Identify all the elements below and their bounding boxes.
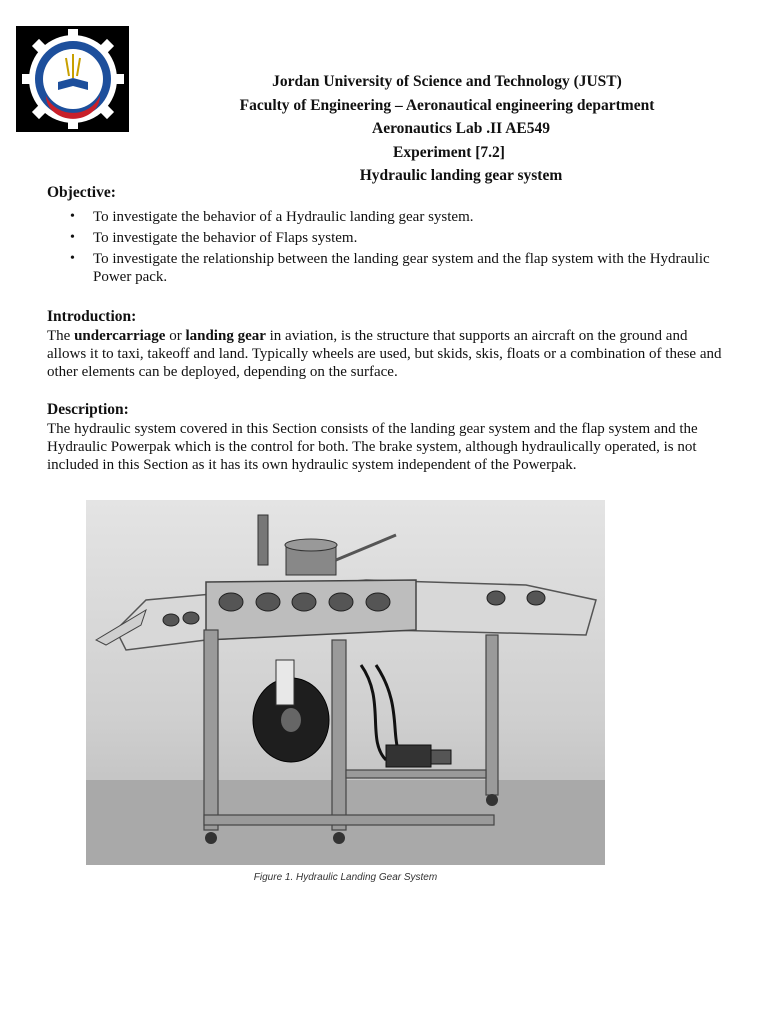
intro-text: The [47, 328, 75, 344]
experiment-number: Experiment [7.2] [393, 143, 505, 161]
description-paragraph: The hydraulic system covered in this Section consists of the landing gear system and the flap system and the Hydraulic Powerpak which is the control for both. The brake system, although hydraulically operated, is not included in this Section as it has its own hydraulic system independent of the Powerpak. [47, 421, 698, 473]
document-header [140, 70, 754, 188]
objective-list [70, 208, 730, 289]
list-item: • To investigate the relationship between the landing gear system and the flap system with the Hydraulic Power pack. [70, 250, 730, 286]
intro-text: in aviation, is the structure that supports an aircraft on the ground and allows it to taxi, takeoff and land. Typically wheels are used, but skids, skis, floats or a combination of these and other elements can be deployed, depending on the surface. [47, 328, 722, 380]
document-title: Hydraulic landing gear system [359, 167, 563, 185]
intro-text: or [165, 328, 186, 344]
landing-gear-photo [86, 500, 605, 865]
university-logo [16, 26, 129, 132]
course-name: Aeronautics Lab .II AE549 [372, 120, 550, 138]
description-heading: Description: [47, 401, 129, 418]
introduction-paragraph [47, 327, 727, 381]
list-item: • To investigate the behavior of a Hydraulic landing gear system. [70, 208, 730, 226]
intro-term-landing-gear: landing gear [185, 328, 266, 344]
faculty-name: Faculty of Engineering – Aeronautical engineering department [239, 96, 655, 114]
figure-caption: Figure 1. Hydraulic Landing Gear System [253, 872, 438, 883]
university-name: Jordan University of Science and Technology (JUST) [272, 73, 622, 90]
objective-heading: Objective: [47, 184, 116, 201]
list-item: • To investigate the behavior of Flaps system. [70, 229, 730, 247]
intro-term-undercarriage: undercarriage [74, 328, 166, 344]
introduction-heading: Introduction: [47, 308, 137, 325]
